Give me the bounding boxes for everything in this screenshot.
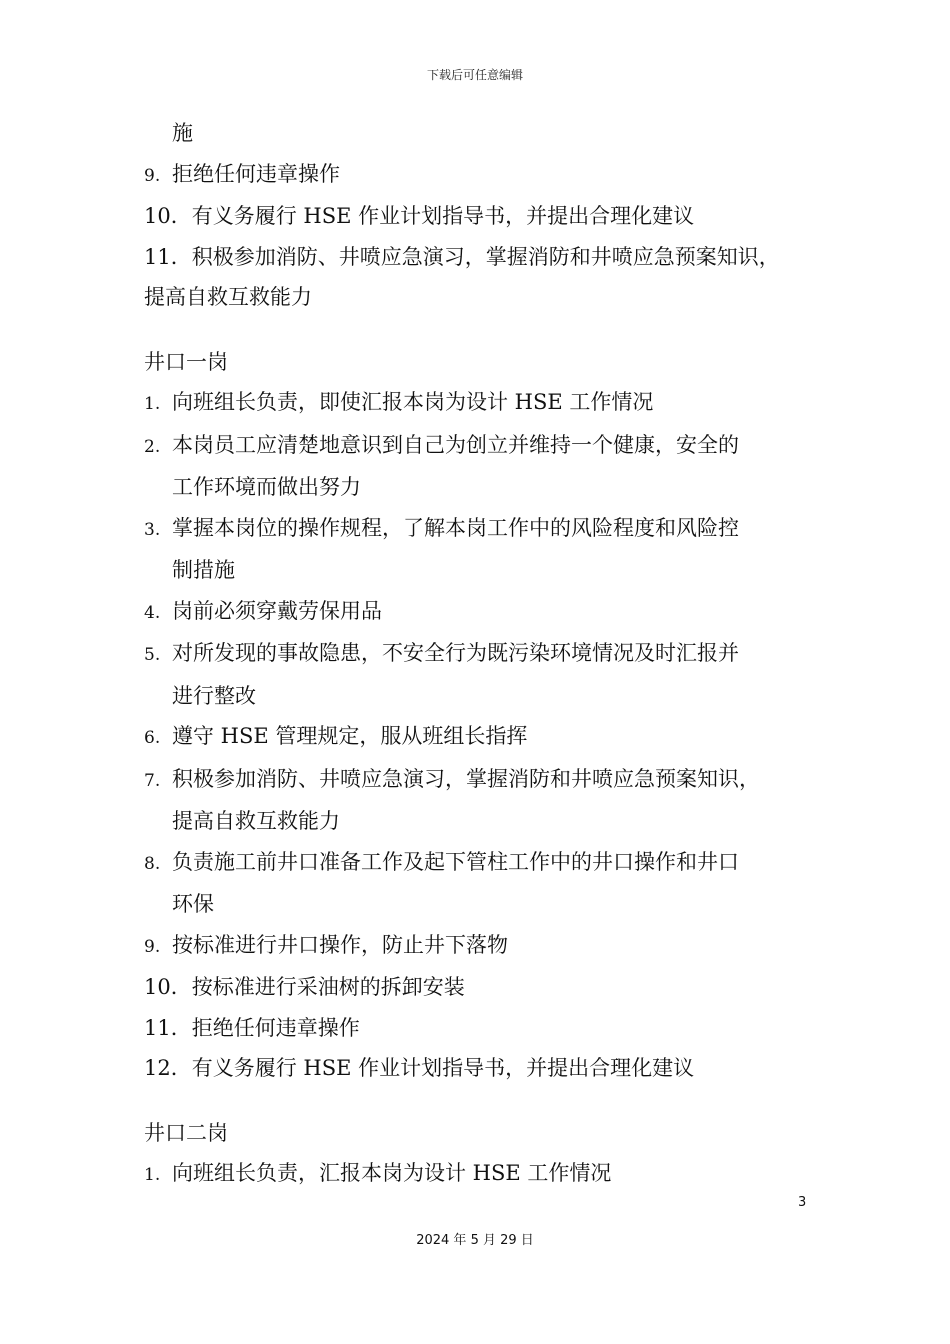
item-number: 6. <box>144 728 161 748</box>
item-number: 2. <box>144 436 161 457</box>
item-number: 8. <box>144 853 161 874</box>
item-text: 有义务履行 HSE 作业计划指导书，并提出合理化建议 <box>191 204 695 228</box>
item-text: 向班组长负责，即使汇报本岗为设计 HSE 工作情况 <box>172 390 654 414</box>
item-text: 遵守 HSE 管理规定，服从班组长指挥 <box>172 724 528 748</box>
list-item-continuation: 提高自救互救能力 <box>172 809 340 833</box>
list-item <box>144 759 824 802</box>
item-number: 1. <box>144 1165 161 1185</box>
item-text: 向班组长负责，汇报本岗为设计 HSE 工作情况 <box>172 1161 612 1185</box>
item-text: 本岗员工应清楚地意识到自己为创立并维持一个健康，安全的 <box>172 432 739 457</box>
list-item <box>144 1048 824 1089</box>
item-number: 9. <box>144 165 161 186</box>
document-body <box>144 113 824 1196</box>
item-number: 5. <box>144 645 161 665</box>
item-text: 积极参加消防、井喷应急演习，掌握消防和井喷应急预案知识， <box>172 766 760 791</box>
item-number: 10． <box>144 975 192 999</box>
section-title: 井口二岗 <box>144 1120 228 1145</box>
item-number: 7. <box>144 770 161 791</box>
list-item <box>144 1153 824 1196</box>
page-header: 下载后可任意编辑 <box>426 68 523 82</box>
item-number: 9. <box>144 936 161 957</box>
item-text: 掌握本岗位的操作规程，了解本岗工作中的风险程度和风险控 <box>172 515 739 540</box>
list-item-continuation: 工作环境而做出努力 <box>172 475 361 499</box>
item-number: 11． <box>144 1015 192 1040</box>
item-number: 11． <box>144 244 192 269</box>
list-item <box>144 842 824 885</box>
item-text: 拒绝任何违章操作 <box>191 1015 360 1040</box>
list-item <box>144 425 824 468</box>
item-text: 有义务履行 HSE 作业计划指导书，并提出合理化建议 <box>191 1056 695 1080</box>
item-text: 按标准进行井口操作，防止井下落物 <box>172 932 508 957</box>
list-item <box>144 154 824 197</box>
continuation-tail: 施 <box>172 121 193 145</box>
list-item <box>144 967 824 1008</box>
item-text: 对所发现的事故隐患，不安全行为既污染环境情况及时汇报并 <box>172 641 739 665</box>
item-number: 1. <box>144 394 161 414</box>
item-text: 按标准进行采油树的拆卸安装 <box>191 975 465 999</box>
item-number: 3. <box>144 519 161 540</box>
list-item <box>144 382 824 425</box>
item-text: 拒绝任何违章操作 <box>172 161 340 186</box>
item-text: 岗前必须穿戴劳保用品 <box>172 598 382 623</box>
item-text: 积极参加消防、井喷应急演习，掌握消防和井喷应急预案知识， <box>191 244 780 269</box>
list-item <box>144 716 824 759</box>
list-item-continuation: 提高自救互救能力 <box>144 285 312 309</box>
list-item <box>144 591 824 634</box>
list-item-continuation: 环保 <box>172 892 214 916</box>
page-footer-date: 2024 年 5 月 29 日 <box>416 1233 534 1248</box>
section-title: 井口一岗 <box>144 349 228 374</box>
list-item <box>144 196 824 237</box>
list-item <box>144 1008 824 1049</box>
list-item <box>144 237 824 278</box>
list-item <box>144 633 824 676</box>
item-number: 4. <box>144 602 161 623</box>
list-item <box>144 925 824 968</box>
list-item-continuation: 进行整改 <box>172 683 256 708</box>
list-item <box>144 508 824 551</box>
page-number: 3 <box>798 1195 807 1210</box>
list-item-continuation: 制措施 <box>172 558 235 582</box>
item-text: 负责施工前井口准备工作及起下管柱工作中的井口操作和井口 <box>172 849 739 874</box>
item-number: 12． <box>144 1056 192 1080</box>
item-number: 10． <box>144 204 192 228</box>
